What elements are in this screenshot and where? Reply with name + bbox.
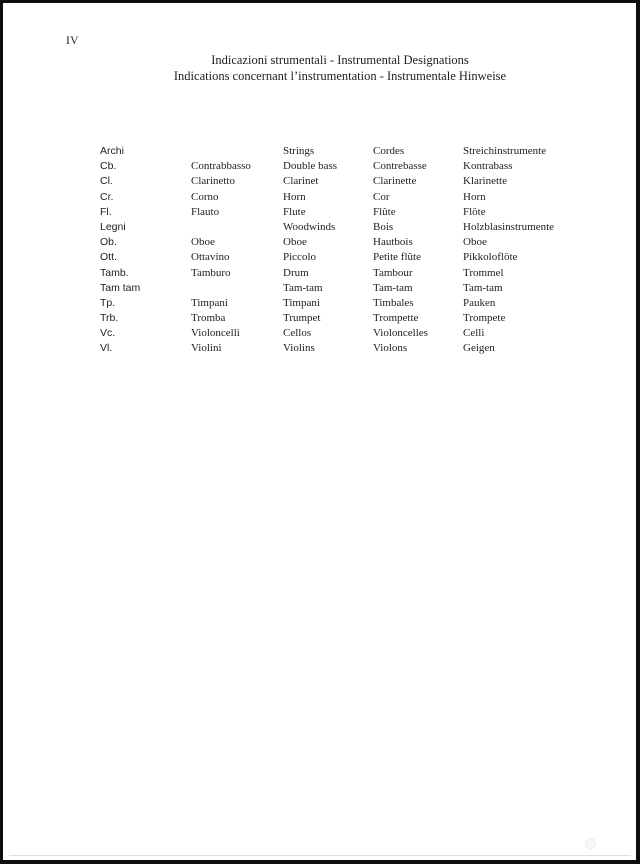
table-row (100, 190, 580, 205)
cell-french: Flûte (373, 205, 396, 218)
cell-german: Streichinstrumente (463, 145, 547, 157)
cell-english: Timpani (283, 296, 320, 309)
cell-german: Holzblasinstrumente (463, 220, 555, 233)
cell-english: Double bass (283, 160, 338, 173)
cell-italian: Violoncelli (191, 327, 240, 340)
cell-french: Bois (373, 220, 394, 233)
cell-english: Trumpet (283, 312, 321, 325)
cell-french: Contrebasse (373, 160, 427, 173)
cell-english: Piccolo (283, 251, 316, 264)
cell-english: Tam-tam (283, 281, 323, 294)
cell-italian: Contrabbasso (191, 160, 251, 173)
cell-french: Clarinette (373, 175, 417, 188)
cell-english: Drum (283, 266, 309, 279)
scan-artifact (585, 838, 596, 849)
table-row (100, 266, 580, 281)
cell-abbreviation: Fl. (100, 205, 112, 218)
cell-abbreviation: Cb. (100, 160, 117, 173)
cell-french: Tambour (373, 266, 413, 279)
title-line-1: Indicazioni strumentali - Instrumental Designations (211, 53, 469, 67)
cell-english: Strings (283, 145, 315, 157)
cell-abbreviation: Tamb. (100, 266, 129, 279)
table-row (100, 281, 580, 296)
cell-italian: Flauto (191, 205, 220, 218)
cell-italian: Violini (191, 342, 222, 355)
table-row (100, 144, 580, 159)
cell-italian: Oboe (191, 236, 215, 249)
cell-abbreviation: Tp. (100, 296, 116, 309)
cell-abbreviation: Legni (100, 220, 126, 233)
cell-abbreviation: Cl. (100, 175, 113, 188)
cell-english: Violins (283, 342, 315, 355)
table-row (100, 220, 580, 235)
cell-english: Oboe (283, 236, 307, 249)
cell-french: Tam-tam (373, 281, 413, 294)
title-line-2: Indications concernant l’instrumentation - Instrumentale Hinweise (173, 69, 507, 84)
page-number: IV (66, 35, 79, 47)
cell-german: Oboe (463, 236, 487, 249)
cell-french: Violoncelles (373, 327, 428, 340)
cell-english: Clarinet (283, 175, 319, 188)
cell-german: Flöte (463, 205, 486, 218)
cell-german: Geigen (463, 342, 495, 355)
cell-abbreviation: Archi (100, 145, 124, 157)
cell-italian: Clarinetto (191, 175, 235, 188)
cell-german: Kontrabass (463, 160, 513, 173)
cell-abbreviation: Vc. (100, 327, 116, 340)
cell-french: Trompette (373, 312, 419, 325)
cell-german: Trommel (463, 266, 504, 279)
cell-german: Tam-tam (463, 281, 503, 294)
table-row (100, 205, 580, 220)
cell-french: Petite flûte (373, 251, 421, 264)
cell-abbreviation: Tam tam (100, 281, 141, 294)
table-row (100, 296, 580, 311)
cell-french: Timbales (373, 296, 414, 309)
cell-abbreviation: Trb. (100, 312, 119, 325)
document-page (3, 3, 636, 860)
cell-english: Horn (283, 190, 306, 203)
cell-english: Cellos (283, 327, 312, 340)
cell-italian: Tamburo (191, 266, 231, 279)
cell-french: Cordes (373, 145, 405, 157)
table-row (100, 174, 580, 189)
table-row (100, 235, 580, 250)
cell-german: Celli (463, 327, 485, 340)
cell-english: Woodwinds (283, 220, 336, 233)
cell-german: Trompete (463, 312, 506, 325)
cell-abbreviation: Cr. (100, 190, 114, 203)
table-row (100, 159, 580, 174)
cell-german: Horn (463, 190, 486, 203)
cell-german: Pikkoloflöte (463, 251, 518, 264)
cell-german: Klarinette (463, 175, 507, 188)
table-row (100, 341, 580, 356)
table-row (100, 326, 580, 341)
cell-french: Hautbois (373, 236, 413, 249)
cell-french: Cor (373, 190, 390, 203)
cell-italian: Corno (191, 190, 219, 203)
cell-english: Flute (283, 205, 306, 218)
scan-edge-line (9, 855, 631, 856)
cell-italian: Tromba (191, 312, 226, 325)
cell-abbreviation: Ob. (100, 236, 117, 249)
instrument-designation-table (100, 144, 580, 357)
cell-german: Pauken (463, 296, 496, 309)
cell-french: Violons (373, 342, 408, 355)
cell-italian: Timpani (191, 296, 228, 309)
table-row (100, 250, 580, 265)
page-title (40, 52, 640, 85)
cell-abbreviation: Ott. (100, 251, 117, 264)
table-row (100, 311, 580, 326)
cell-italian: Ottavino (191, 251, 230, 264)
cell-abbreviation: Vl. (100, 342, 113, 355)
